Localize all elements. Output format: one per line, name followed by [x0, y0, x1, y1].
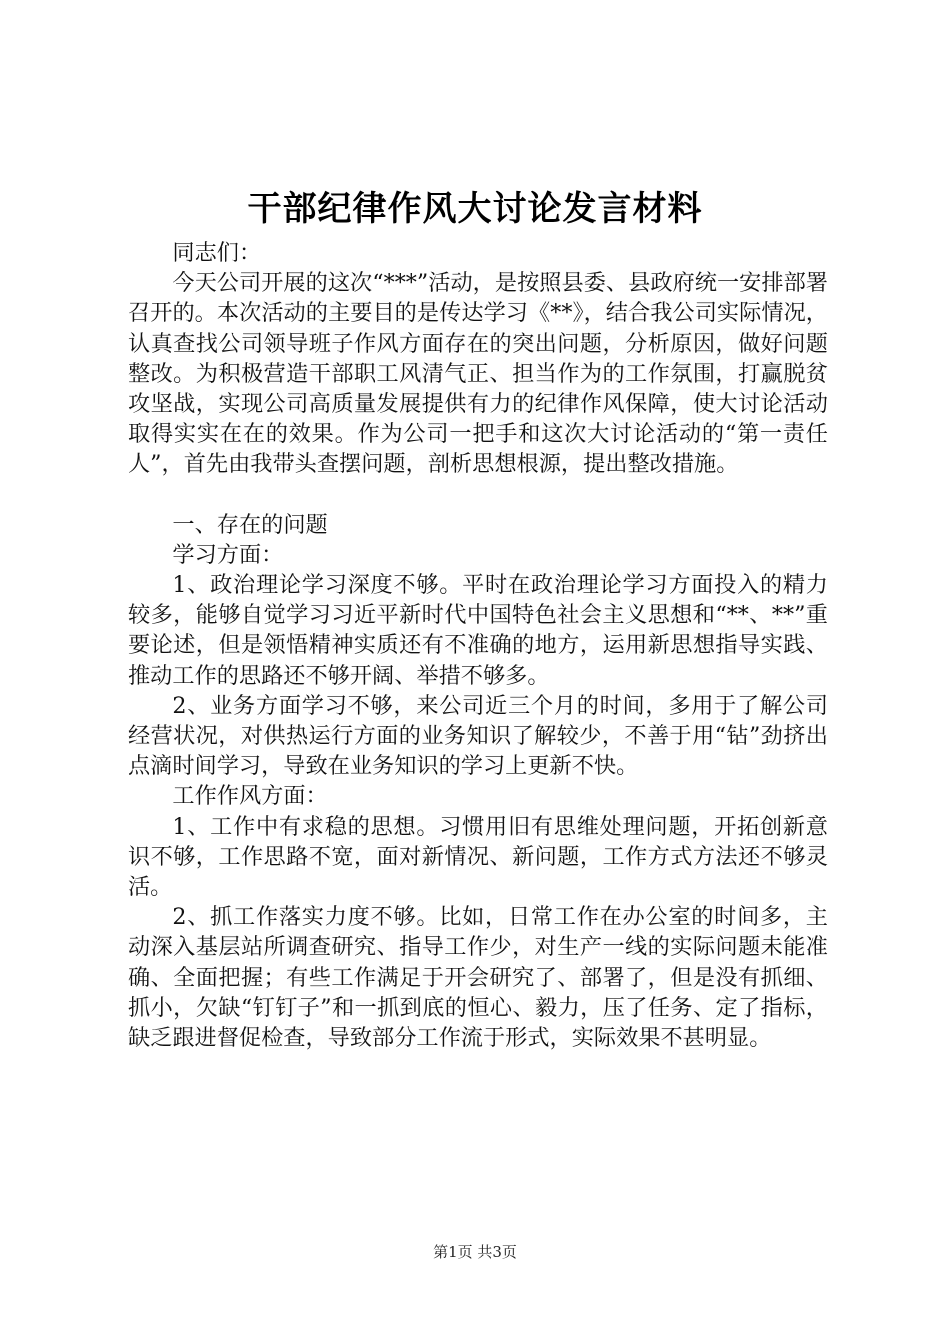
study-item-2: 2、业务方面学习不够，来公司近三个月的时间，多用于了解公司经营状况，对供热运行方面的业务知识了解较少，不善于用“钻”劲挤出点滴时间学习，导致在业务知识的学习上更新不快。: [128, 692, 828, 780]
page-number: 第1页 共3页: [433, 1243, 517, 1261]
document-title: 干部纪律作风大讨论发言材料: [247, 189, 703, 229]
subheading-study: 学习方面：: [172, 541, 284, 568]
work-item-1: 1、工作中有求稳的思想。习惯用旧有思维处理问题，开拓创新意识不够，工作思路不宽，面对新情况、新问题，工作方式方法还不够灵活。: [128, 813, 828, 901]
work-item-2: 2、抓工作落实力度不够。比如，日常工作在办公室的时间多，主动深入基层站所调查研究、指导工作少，对生产一线的实际问题未能准确、全面把握；有些工作满足于开会研究了、部署了，但是没有抓细、抓小，欠缺“钉钉子”和一抓到底的恒心、毅力，压了任务、定了指标，缺乏跟进督促检查，导致部分工作流于形式，实际效果不甚明显。: [128, 904, 828, 1052]
section-heading-problems: 一、存在的问题: [172, 511, 328, 538]
salutation: 同志们：: [172, 240, 262, 266]
study-item-1: 1、政治理论学习深度不够。平时在政治理论学习方面投入的精力较多，能够自觉学习习近平新时代中国特色社会主义思想和“**、**”重要论述，但是领悟精神实质还有不准确的地方，运用新思想指导实践、推动工作的思路还不够开阔、举措不够多。: [128, 572, 828, 689]
document-body: [128, 238, 828, 1053]
intro-paragraph: 今天公司开展的这次“***”活动，是按照县委、县政府统一安排部署召开的。本次活动的主要目的是传达学习《**》，结合我公司实际情况，认真查找公司领导班子作风方面存在的突出问题，分析原因，做好问题整改。为积极营造干部职工风清气正、担当作为的工作氛围，打赢脱贫攻坚战，实现公司高质量发展提供有力的纪律作风保障，使大讨论活动取得实实在在的效果。作为公司一把手和这次大讨论活动的“第一责任人”，首先由我带头查摆问题，剖析思想根源，提出整改措施。: [128, 270, 828, 478]
paragraph-gap: [128, 480, 828, 510]
subheading-work-style: 工作作风方面：: [172, 783, 328, 810]
